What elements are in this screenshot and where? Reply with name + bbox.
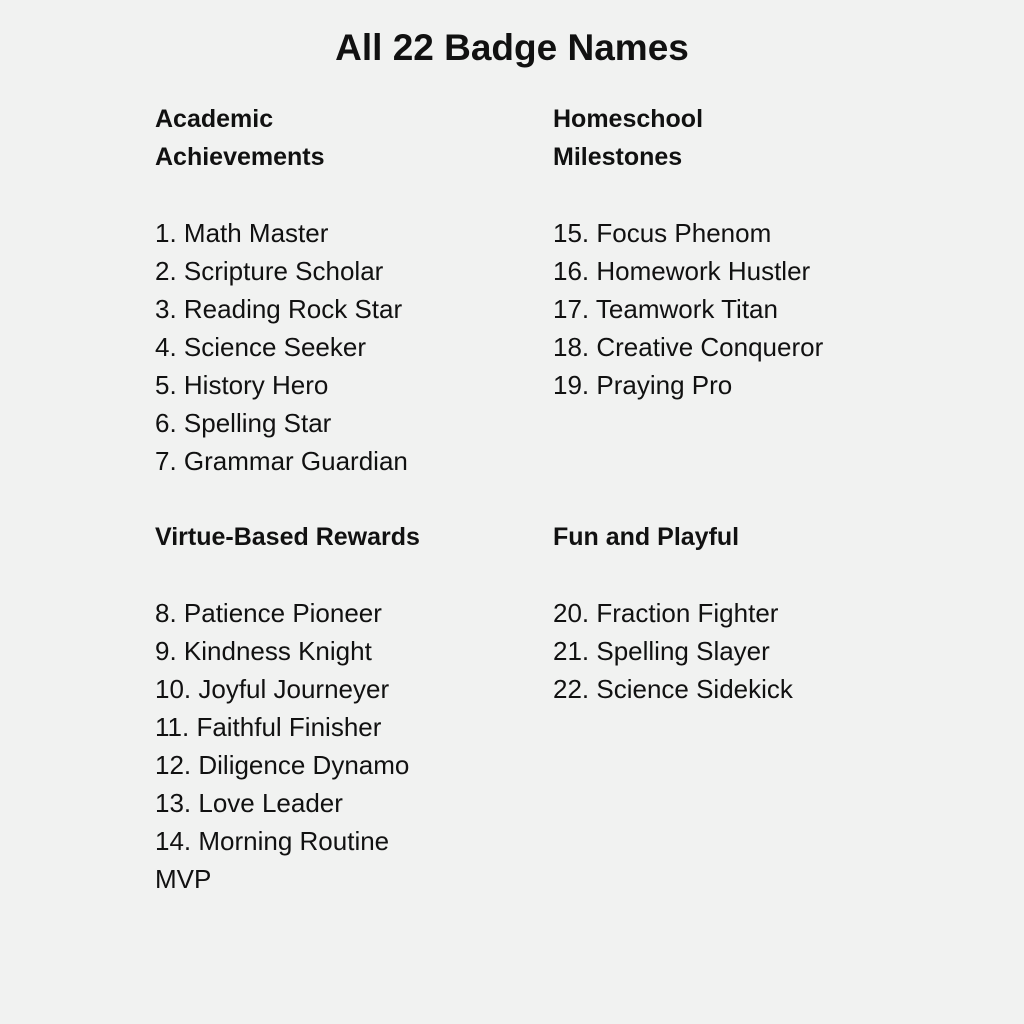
list-item: 1. Math Master bbox=[155, 218, 329, 248]
badge-list bbox=[155, 214, 475, 480]
list-item: 19. Praying Pro bbox=[553, 370, 733, 400]
section-heading: Homeschool Milestones bbox=[553, 105, 704, 171]
list-item: 11. Faithful Finisher bbox=[155, 712, 382, 742]
badge-list bbox=[553, 594, 873, 708]
section-virtue-based-rewards bbox=[155, 518, 430, 898]
section-heading: Virtue-Based Rewards bbox=[155, 523, 420, 551]
list-item: 12. Diligence Dynamo bbox=[155, 750, 410, 780]
section-fun-and-playful bbox=[553, 518, 873, 708]
list-item: 20. Fraction Fighter bbox=[553, 598, 779, 628]
list-item: 22. Science Sidekick bbox=[553, 674, 793, 704]
section-academic-achievements bbox=[155, 100, 475, 480]
list-item: 6. Spelling Star bbox=[155, 408, 332, 438]
list-item: 17. Teamwork Titan bbox=[553, 294, 778, 324]
badge-list bbox=[553, 214, 873, 404]
list-item: 16. Homework Hustler bbox=[553, 256, 811, 286]
list-item: 5. History Hero bbox=[155, 370, 329, 400]
badge-list bbox=[155, 594, 430, 898]
list-item: 3. Reading Rock Star bbox=[155, 294, 403, 324]
list-item: 2. Scripture Scholar bbox=[155, 256, 384, 286]
list-item: 14. Morning Routine MVP bbox=[155, 826, 390, 894]
list-item: 18. Creative Conqueror bbox=[553, 332, 824, 362]
list-item: 13. Love Leader bbox=[155, 788, 343, 818]
section-heading: Fun and Playful bbox=[553, 523, 740, 551]
list-item: 21. Spelling Slayer bbox=[553, 636, 770, 666]
section-heading: Academic Achievements bbox=[155, 105, 325, 171]
list-item: 10. Joyful Journeyer bbox=[155, 674, 390, 704]
list-item: 7. Grammar Guardian bbox=[155, 446, 408, 476]
page-title: All 22 Badge Names bbox=[335, 27, 689, 68]
list-item: 8. Patience Pioneer bbox=[155, 598, 382, 628]
list-item: 4. Science Seeker bbox=[155, 332, 367, 362]
list-item: 15. Focus Phenom bbox=[553, 218, 772, 248]
list-item: 9. Kindness Knight bbox=[155, 636, 372, 666]
section-homeschool-milestones bbox=[553, 100, 873, 404]
